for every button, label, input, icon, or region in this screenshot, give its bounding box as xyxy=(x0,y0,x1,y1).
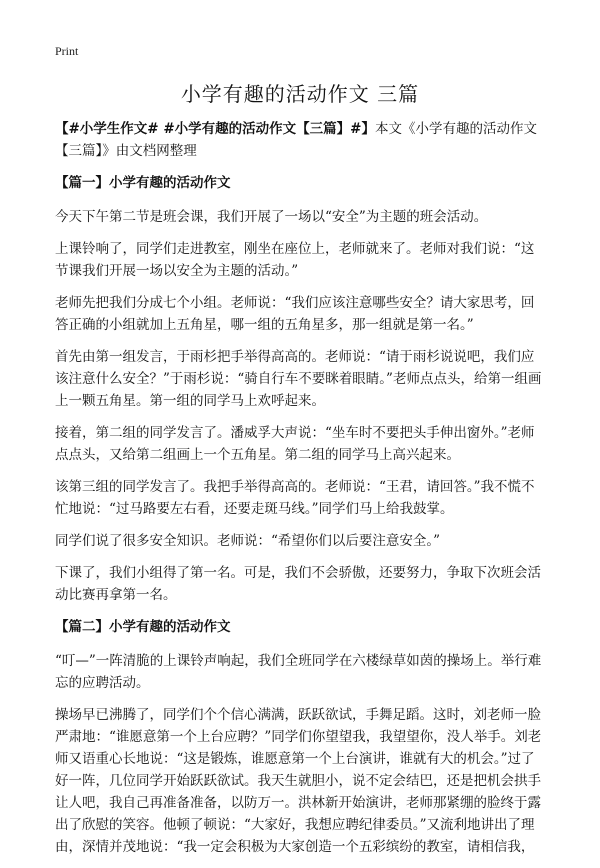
document-title: 小学有趣的活动作文 三篇 xyxy=(180,82,420,106)
intro-paragraph xyxy=(55,118,545,162)
section-heading-2: 【篇二】小学有趣的活动作文 xyxy=(55,619,231,635)
paragraph: 同学们说了很多安全知识。老师说：“希望你们以后要注意安全。” xyxy=(55,533,441,549)
document-body xyxy=(55,118,545,868)
paragraph: 上课铃响了，同学们走进教室，刚坐在座位上，老师就来了。老师对我们说：“这节课我们开展一场以安全为主题的活动。” xyxy=(55,241,535,279)
paragraph: 今天下午第二节是班会课，我们开展了一场以“安全”为主题的班会活动。 xyxy=(55,209,488,225)
section-heading-1: 【篇一】小学有趣的活动作文 xyxy=(55,175,231,191)
paragraph: 该第三组的同学发言了。我把手举得高高的。老师说：“王君，请回答。”我不慌不忙地说：“过马路要左右看，还要走斑马线。”同学们马上给我鼓掌。 xyxy=(55,479,535,517)
paragraph: 下课了，我们小组得了第一名。可是，我们不会骄傲，还要努力，争取下次班会活动比赛再拿第一名。 xyxy=(55,565,541,603)
paragraph: 首先由第一组发言，于雨杉把手举得高高的。老师说：“请于雨杉说说吧，我们应该注意什么安全？”于雨杉说：“骑自行车不要眯着眼睛。”老师点点头，给第一组画上一颗五角星。第一组的同学马上欢呼起来。 xyxy=(55,349,542,409)
intro-bold-prefix: 【#小学生作文# #小学有趣的活动作文【三篇】#】 xyxy=(55,121,375,137)
paragraph: 老师先把我们分成七个小组。老师说：“我们应该注意哪些安全？请大家思考，回答正确的小组就加上五角星，哪一组的五角星多，那一组就是第一名。” xyxy=(55,295,535,333)
print-label: Print xyxy=(55,44,79,58)
paragraph: “叮—”一阵清脆的上课铃声响起，我们全班同学在六楼绿草如茵的操场上。举行难忘的应聘活动。 xyxy=(55,653,542,691)
paragraph: 接着，第二组的同学发言了。潘威孚大声说：“坐车时不要把头手伸出窗外。”老师点点头，又给第二组画上一个五角星。第二组的同学马上高兴起来。 xyxy=(55,425,535,463)
paragraph: 操场早已沸腾了，同学们个个信心满满，跃跃欲试，手舞足蹈。这时，刘老师一脸严肃地：“谁愿意第一个上台应聘？”同学们你望望我，我望望你，没人举手。刘老师又语重心长地说：“这是锻炼，谁愿意第一个上台演讲，谁就有大的机会。”过了好一阵，几位同学开始跃跃欲试。我天生就胆小，说不定会结巴，还是把机会拱手让人吧，我自己再准备准备，以防万一。洪林新开始演讲，老师那紧绷的脸终于露出了欣慰的笑容。他顿了顿说：“大家好，我想应聘纪律委员。”又流利地讲出了理由，深情并茂地说：“我一定会积极为大家创造一个五彩缤纷的教室，请相信我， xyxy=(55,707,542,855)
intro-text: 本文《小学有趣的活动作文【三篇】》由文档网整理 xyxy=(55,121,537,159)
